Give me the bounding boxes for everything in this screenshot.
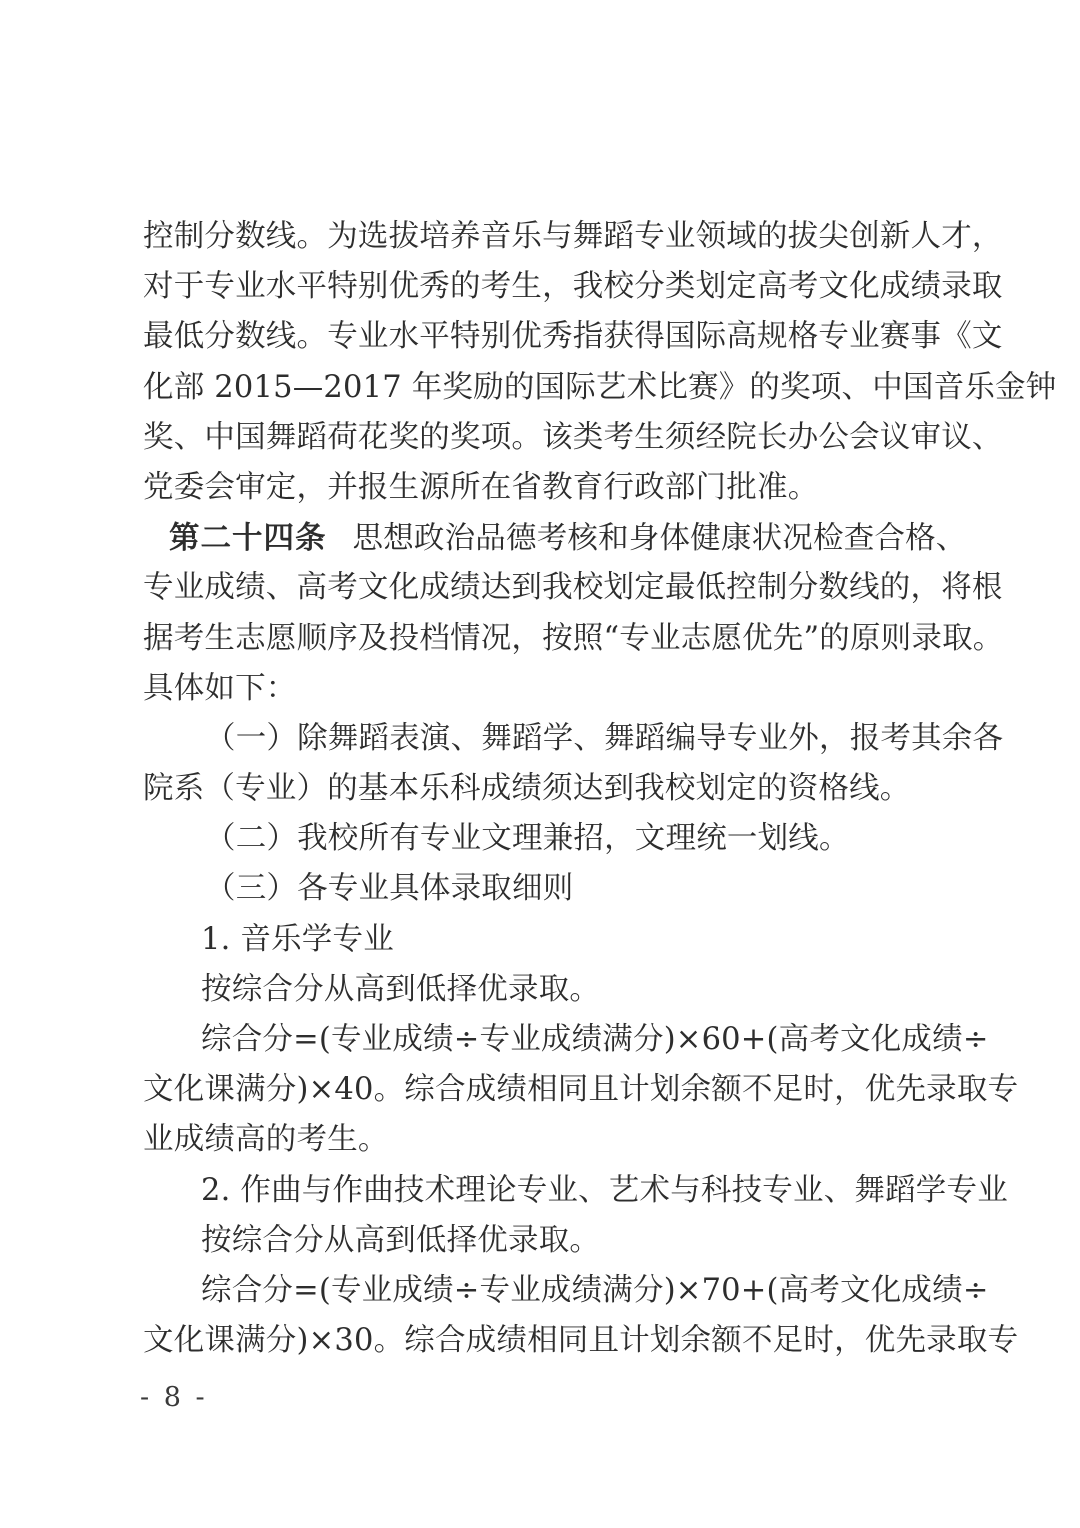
enumerated-item-er-line: （二）我校所有专业文理兼招，文理统一划线。	[205, 821, 850, 857]
page-number: - 8 -	[140, 1382, 208, 1413]
body-line: 奖、中国舞蹈荷花奖的奖项。该类考生须经院长办公会议审议、	[143, 419, 1003, 455]
numbered-item-1-formula-line: 文化课满分)×40。综合成绩相同且计划余额不足时，优先录取专	[143, 1072, 1019, 1108]
body-line: 专业成绩、高考文化成绩达到我校划定最低控制分数线的，将根	[143, 570, 1003, 606]
body-line: 化部 2015—2017 年奖励的国际艺术比赛》的奖项、中国音乐金钟	[143, 369, 1057, 405]
body-line: 对于专业水平特别优秀的考生，我校分类划定高考文化成绩录取	[143, 269, 1003, 305]
article-number-label: 第二十四条	[169, 520, 327, 557]
numbered-item-2-title: 2. 作曲与作曲技术理论专业、艺术与科技专业、舞蹈学专业	[201, 1172, 1008, 1208]
enumerated-item-san-line: （三）各专业具体录取细则	[205, 871, 574, 907]
body-line: 据考生志愿顺序及投档情况，按照“专业志愿优先”的原则录取。	[143, 620, 1004, 656]
body-line: 党委会审定，并报生源所在省教育行政部门批准。	[143, 469, 819, 505]
body-line: 控制分数线。为选拔培养音乐与舞蹈专业领域的拔尖创新人才，	[143, 219, 1003, 254]
numbered-item-2-formula-line: 综合分=(专业成绩÷专业成绩满分)×70+(高考文化成绩÷	[201, 1272, 989, 1308]
document-body	[143, 212, 1057, 1366]
numbered-item-1-title: 1. 音乐学专业	[201, 921, 394, 957]
numbered-item-1-line: 业成绩高的考生。	[143, 1122, 389, 1158]
numbered-item-2-line: 按综合分从高到低择优录取。	[201, 1222, 601, 1258]
enumerated-item-yi-line: （一）除舞蹈表演、舞蹈学、舞蹈编导专业外，报考其余各	[205, 720, 1004, 756]
article-heading-text: 思想政治品德考核和身体健康状况检查合格、	[352, 521, 967, 557]
article-heading-line	[143, 513, 967, 563]
numbered-item-1-line: 按综合分从高到低择优录取。	[201, 971, 601, 1007]
body-line: 具体如下：	[143, 670, 297, 706]
numbered-item-2-formula-line: 文化课满分)×30。综合成绩相同且计划余额不足时，优先录取专	[143, 1323, 1019, 1359]
body-line: 最低分数线。专业水平特别优秀指获得国际高规格专业赛事《文	[143, 319, 1003, 355]
numbered-item-1-formula-line: 综合分=(专业成绩÷专业成绩满分)×60+(高考文化成绩÷	[201, 1022, 989, 1057]
enumerated-item-yi-line: 院系（专业）的基本乐科成绩须达到我校划定的资格线。	[143, 771, 911, 807]
